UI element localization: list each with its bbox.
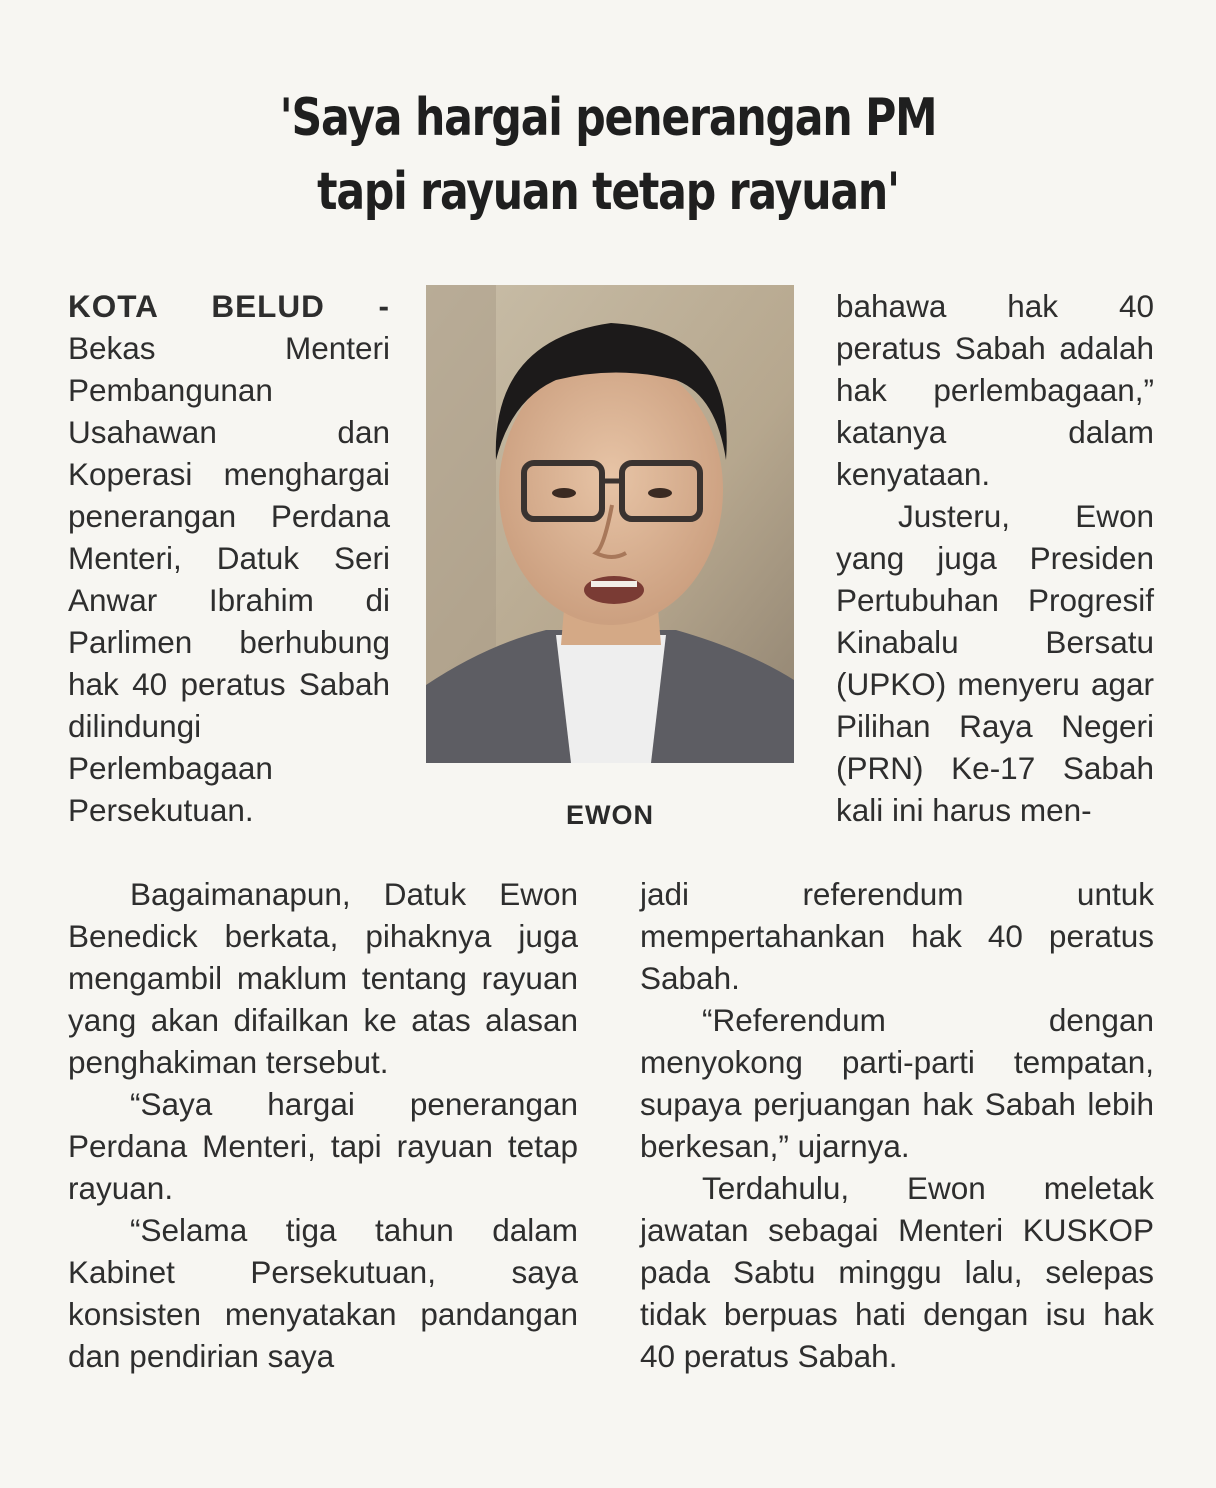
portrait-image [426, 285, 794, 763]
photo-caption: EWON [566, 800, 654, 830]
paragraph: jadi referendum untuk mempertahankan hak 40 peratus Sabah. [640, 876, 1154, 996]
column-left-bottom [68, 873, 578, 1377]
lead-paragraph: Bekas Menteri Pembangunan Usahawan dan Koperasi menghargai penerangan Perdana Menteri, Datuk Seri Anwar Ibrahim di Parlimen berhubung hak 40 peratus Sabah dilindungi Perlembagaan Persekutuan. [68, 330, 390, 828]
column-left-top [68, 285, 390, 831]
headline-line-2: tapi rayuan tetap rayuan' [317, 162, 899, 222]
paragraph: “Referendum dengan menyokong parti-parti tempatan, supaya perjuangan hak Sabah lebih berkesan,” ujarnya. [640, 1002, 1154, 1164]
column-right-bottom [640, 873, 1154, 1377]
paragraph: Justeru, Ewon yang juga Presiden Pertubuhan Progresif Kinabalu Bersatu (UPKO) menyeru agar Pilihan Raya Negeri (PRN) Ke-17 Sabah kali ini harus men- [836, 498, 1154, 828]
paragraph: Terdahulu, Ewon meletak jawatan sebagai Menteri KUSKOP pada Sabtu minggu lalu, selepas tidak berpuas hati dengan isu hak 40 peratus Sabah. [640, 1170, 1154, 1374]
dateline: KOTA BELUD - [68, 288, 390, 324]
paragraph: bahawa hak 40 peratus Sabah adalah hak perlembagaan,” katanya dalam kenyataan. [836, 288, 1154, 492]
paragraph: “Saya hargai penerangan Perdana Menteri, tapi rayuan tetap rayuan. [68, 1086, 578, 1206]
portrait-photo [426, 285, 794, 763]
column-right-top [836, 285, 1154, 831]
paragraph: Bagaimanapun, Datuk Ewon Benedick berkata, pihaknya juga mengambil maklum tentang rayuan yang akan difailkan ke atas alasan penghakiman tersebut. [68, 876, 578, 1080]
paragraph: “Selama tiga tahun dalam Kabinet Persekutuan, saya konsisten menyatakan pandangan dan pendirian saya [68, 1212, 578, 1374]
headline-line-1: 'Saya hargai penerangan PM [279, 88, 937, 148]
